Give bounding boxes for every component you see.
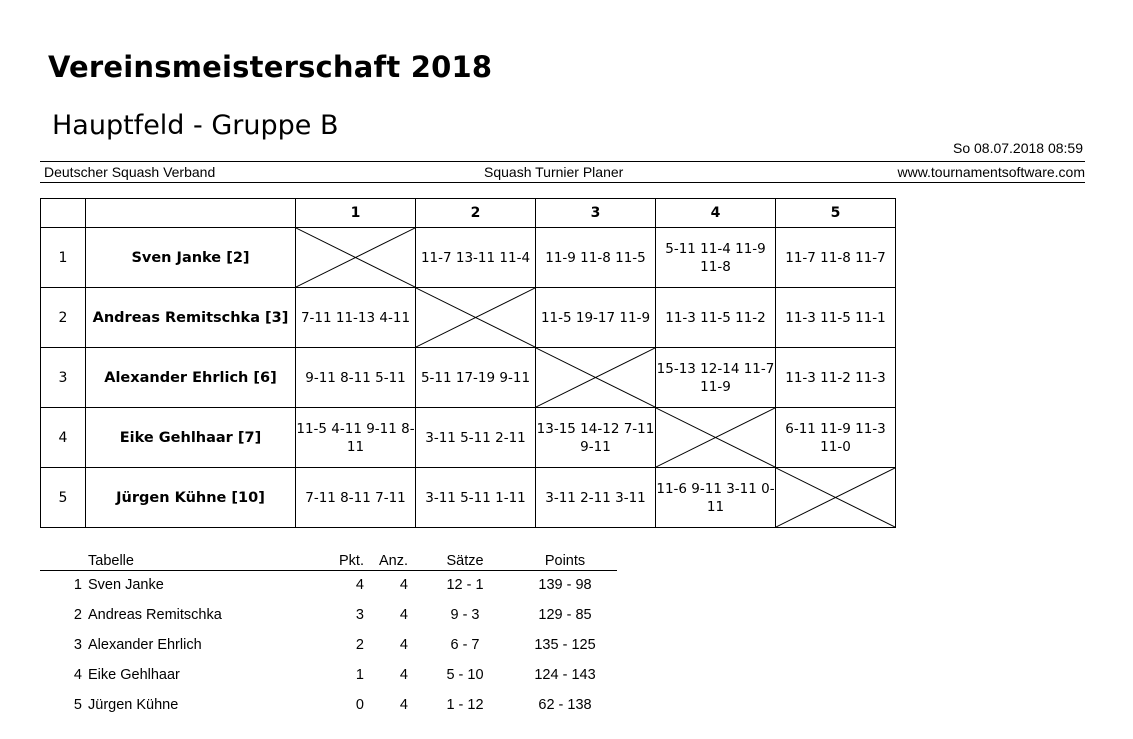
match-score: 15-13 12-14 11-7 11-9 [656, 348, 776, 408]
standings-points: 62 - 138 [538, 697, 592, 713]
header-anz: Anz. [378, 553, 408, 569]
standings-rank: 5 [73, 697, 82, 713]
player-name: Andreas Remitschka [3] [86, 288, 296, 348]
self-match-cell [416, 288, 536, 348]
standings-saetze: 9 - 3 [450, 607, 480, 623]
standings-row [40, 571, 617, 601]
standings-player-name: Jürgen Kühne [88, 697, 179, 713]
self-match-cell [656, 408, 776, 468]
matrix-corner-cell [41, 199, 86, 228]
cross-out-icon [776, 468, 895, 527]
match-score: 11-9 11-8 11-5 [536, 228, 656, 288]
matrix-header-row [41, 199, 896, 228]
seed-number: 5 [41, 468, 86, 528]
player-name: Jürgen Kühne [10] [86, 468, 296, 528]
standings-row [40, 631, 617, 661]
seed-number: 3 [41, 348, 86, 408]
match-score: 11-7 11-8 11-7 [776, 228, 896, 288]
standings-anz: 4 [399, 607, 408, 623]
match-score: 11-3 11-5 11-1 [776, 288, 896, 348]
match-score: 11-5 4-11 9-11 8-11 [296, 408, 416, 468]
standings-points: 135 - 125 [534, 637, 596, 653]
standings-row [40, 661, 617, 691]
standings-pkt: 1 [355, 667, 364, 683]
self-match-cell [536, 348, 656, 408]
seed-number: 1 [41, 228, 86, 288]
standings-player-name: Andreas Remitschka [88, 607, 222, 623]
match-score: 6-11 11-9 11-3 11-0 [776, 408, 896, 468]
player-name: Eike Gehlhaar [7] [86, 408, 296, 468]
matrix-column-header: 4 [656, 199, 776, 228]
standings-rank: 2 [73, 607, 82, 623]
matrix-row [41, 228, 896, 288]
matrix-row [41, 348, 896, 408]
cross-out-icon [656, 408, 775, 467]
standings-header [40, 552, 617, 571]
standings-player-name: Sven Janke [88, 577, 164, 593]
matrix-row [41, 468, 896, 528]
match-score: 11-3 11-2 11-3 [776, 348, 896, 408]
self-match-cell [776, 468, 896, 528]
match-score: 3-11 2-11 3-11 [536, 468, 656, 528]
header-pkt: Pkt. [339, 553, 364, 569]
cross-out-icon [296, 228, 415, 287]
match-score: 3-11 5-11 1-11 [416, 468, 536, 528]
match-score: 5-11 17-19 9-11 [416, 348, 536, 408]
match-score: 3-11 5-11 2-11 [416, 408, 536, 468]
standings-anz: 4 [399, 637, 408, 653]
match-score: 7-11 8-11 7-11 [296, 468, 416, 528]
standings-rank: 3 [73, 637, 82, 653]
standings-saetze: 5 - 10 [446, 667, 484, 683]
page-title: Vereinsmeisterschaft 2018 [48, 50, 493, 84]
player-name: Sven Janke [2] [86, 228, 296, 288]
matrix-row [41, 408, 896, 468]
match-score: 11-5 19-17 11-9 [536, 288, 656, 348]
standings-row [40, 601, 617, 631]
seed-number: 4 [41, 408, 86, 468]
standings-player-name: Eike Gehlhaar [88, 667, 180, 683]
organization-label: Deutscher Squash Verband [44, 164, 216, 180]
website-label: www.tournamentsoftware.com [897, 164, 1085, 180]
header-points: Points [544, 553, 586, 569]
matrix-column-header: 2 [416, 199, 536, 228]
page-subtitle: Hauptfeld - Gruppe B [52, 110, 339, 141]
standings-table [40, 552, 617, 721]
self-match-cell [296, 228, 416, 288]
header-saetze: Sätze [446, 553, 484, 569]
header-bar [40, 161, 1085, 183]
cross-out-icon [536, 348, 655, 407]
standings-points: 129 - 85 [538, 607, 592, 623]
standings-saetze: 1 - 12 [446, 697, 484, 713]
standings-anz: 4 [399, 697, 408, 713]
standings-player-name: Alexander Ehrlich [88, 637, 202, 653]
player-name: Alexander Ehrlich [6] [86, 348, 296, 408]
standings-anz: 4 [399, 667, 408, 683]
standings-points: 124 - 143 [534, 667, 596, 683]
seed-number: 2 [41, 288, 86, 348]
standings-pkt: 0 [355, 697, 364, 713]
matrix-row [41, 288, 896, 348]
standings-anz: 4 [399, 577, 408, 593]
match-score: 11-7 13-11 11-4 [416, 228, 536, 288]
matrix-column-header: 1 [296, 199, 416, 228]
standings-pkt: 3 [355, 607, 364, 623]
match-score: 9-11 8-11 5-11 [296, 348, 416, 408]
matrix-column-header: 3 [536, 199, 656, 228]
match-score: 7-11 11-13 4-11 [296, 288, 416, 348]
standings-pkt: 4 [355, 577, 364, 593]
standings-rank: 4 [73, 667, 82, 683]
standings-saetze: 6 - 7 [450, 637, 480, 653]
standings-points: 139 - 98 [538, 577, 592, 593]
standings-rank: 1 [73, 577, 82, 593]
matrix-column-header: 5 [776, 199, 896, 228]
match-score: 5-11 11-4 11-9 11-8 [656, 228, 776, 288]
matrix-corner-cell [86, 199, 296, 228]
standings-pkt: 2 [355, 637, 364, 653]
standings-title: Tabelle [88, 553, 134, 569]
match-score: 13-15 14-12 7-11 9-11 [536, 408, 656, 468]
match-score: 11-3 11-5 11-2 [656, 288, 776, 348]
standings-row [40, 691, 617, 721]
match-score: 11-6 9-11 3-11 0-11 [656, 468, 776, 528]
print-timestamp: So 08.07.2018 08:59 [952, 140, 1083, 156]
standings-saetze: 12 - 1 [446, 577, 484, 593]
results-matrix [40, 198, 896, 528]
cross-out-icon [416, 288, 535, 347]
software-label: Squash Turnier Planer [484, 164, 624, 180]
